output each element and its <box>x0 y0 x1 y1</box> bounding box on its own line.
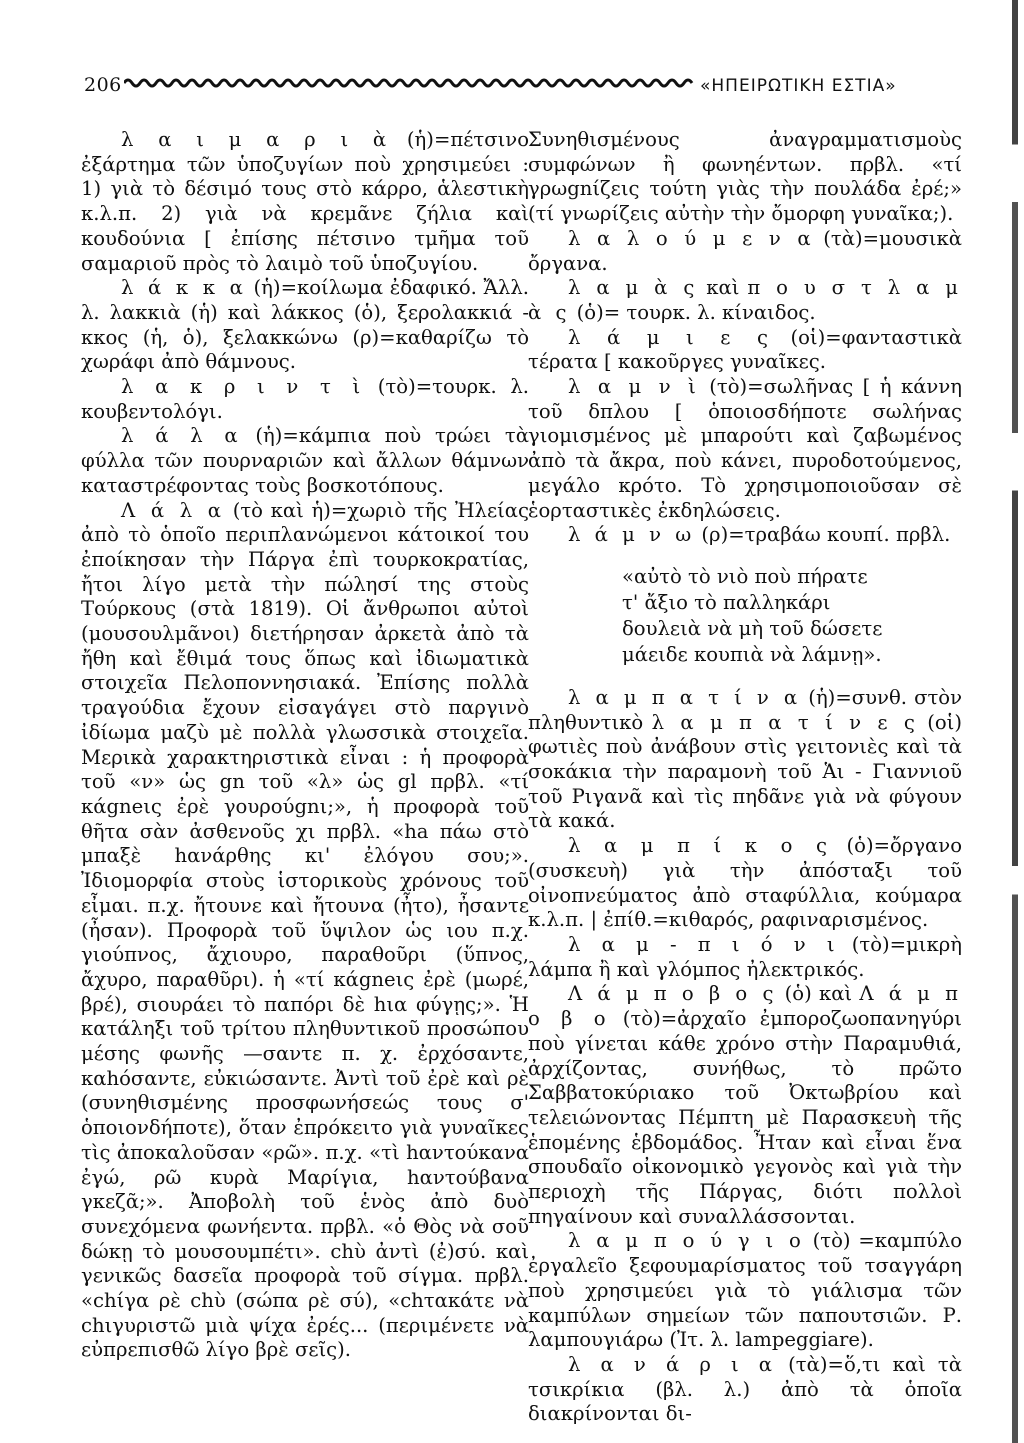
entry-headword: Λ ά λ α <box>121 498 226 522</box>
entry-definition: (οἱ) φωτιὲς ποὺ ἀνάβουν στὶς γειτονιὲς καὶ τὰ σοκάκια τὴν παραμονὴ τοῦ Ἁι - Γιαννιοῦ τοῦ Ριγανᾶ καὶ τὶς πηδᾶνε γιὰ νὰ φύγουν τὰ κακά. <box>528 710 963 833</box>
page-edge-binding <box>1012 0 1018 1443</box>
entry-definition: (ὁ)=ὄργανο (συσκευὴ) γιὰ τὴν ἀπόσταξι τοῦ οἰνοπνεύματος ἀπὸ σταφύλλια, κούμαρα κ.λ.π. | ἐπίθ.=κιθαρός, ραφιναρισμένος. <box>528 834 962 932</box>
dictionary-entry <box>528 982 962 1229</box>
entry-definition: (ὁ) καὶ <box>777 982 860 1006</box>
entry-headword: λ α ν ά ρ ι α <box>568 1352 777 1376</box>
dictionary-entry <box>528 1353 962 1427</box>
dictionary-entry <box>528 128 962 227</box>
entry-headword: λ α μ π ο ύ γ ι ο <box>568 1229 805 1253</box>
dictionary-entry <box>528 834 962 933</box>
entry-definition: (τὸ)=ἀρχαῖο ἐμποροζωοπανηγύρι ποὺ γίνεται κάθε χρόνο στὴν Παραμυθιά, ἀρχίζοντας, συνήθως, τὸ πρῶτο Σαββατοκύριακο τοῦ Ὀκτωβρίου καὶ τελειώνοντας Πέμπτη μὲ Παρασκευὴ τῆς ἑπομένης ἑβδομάδος. Ἦταν καὶ εἶναι ἕνα σπουδαῖο οἰκονομικὸ γεγονὸς καὶ γιὰ τὴν περιοχὴ τῆς Πάργας, διότι πολλοὶ πηγαίνουν καὶ συναλλάσσονται. <box>528 1007 962 1228</box>
entry-headword: λ α κ ρ ι ν τ ὶ <box>121 375 365 399</box>
dictionary-entry <box>81 375 529 424</box>
dictionary-entry <box>528 523 962 548</box>
verse-line: τ' ἄξιο τὸ παλληκάρι <box>622 590 831 614</box>
entry-headword: λ ά μ ν ω <box>568 523 696 547</box>
entry-definition: (ὁ)= τουρκ. λ. κίναιδος. <box>570 300 816 324</box>
verse-line: μάειδε κουπιὰ νὰ λάμνῃ». <box>622 642 882 666</box>
dictionary-entry <box>528 933 962 982</box>
entry-headword: λ α μ - π ι ό ν ι <box>568 932 839 956</box>
dictionary-entry <box>81 128 529 276</box>
dictionary-entry <box>528 276 962 325</box>
entry-headword: λ α μ ν ὶ <box>568 375 700 399</box>
dictionary-entry <box>81 276 529 375</box>
dictionary-entry <box>81 424 529 498</box>
dictionary-entry <box>81 499 529 1364</box>
entry-definition: καὶ <box>698 276 748 300</box>
verse-quote <box>622 564 962 668</box>
dictionary-entry <box>528 326 962 375</box>
entry-headword: Λ ά μ π ο β ο <box>528 982 962 1031</box>
entry-headword: λ α μ π ί κ ο ς <box>568 834 831 858</box>
entry-definition: Συνηθισμένους ἀναγραμματισμοὺς συμφώνων ἢ φωνηέντων. πρβλ. «τί γρωgnίζεις τούτη γιὰς τὴν πουλάδα ἐρέ;» (τί γνωρίζεις αὐτὴν τὴν ὄμορφη γυναῖκα;). <box>528 128 962 226</box>
dictionary-entry <box>528 686 962 834</box>
entry-definition: (ρ)=τραβάω κουπί. πρβλ. <box>695 523 951 547</box>
entry-headword: λ α μ ὰ ς <box>568 276 699 300</box>
entry-headword: λ ά λ α <box>121 424 242 448</box>
entry-definition: (ἡ)=πέτσινο ἐξάρτημα τῶν ὑποζυγίων ποὺ χρησιμεύει : 1) γιὰ τὸ δέσιμό τους στὸ κάρρο, ἁλεστικὴ κ.λ.π. 2) γιὰ νὰ κρεμᾶνε ζήλια καὶ κουδούνια [ ἐπίσης πέτσινο τμῆμα τοῦ σαμαριοῦ πρὸς τὸ λαιμὸ τοῦ ὑποζυγίου. <box>81 128 529 275</box>
entry-definition: (ἡ)=κοίλωμα ἐδαφικό. Ἄλλ. λ. λακκιὰ (ἡ) καὶ λάκκος (ὁ), ξερολακκιά - κκος (ἡ, ὁ), ξελακκώνω (ρ)=καθαρίζω τὸ χωράφι ἀπὸ θάμνους. <box>81 276 529 374</box>
entry-definition: (τὸ)=τουρκ. λ. κουβεντολόγι. <box>81 375 529 423</box>
dictionary-entry <box>528 227 962 276</box>
entry-headword: λ α μ π α τ ί ν ε ς <box>651 710 919 734</box>
entry-headword: π ο υ σ τ λ α μ ὰ ς <box>528 276 962 324</box>
right-column <box>528 128 962 1427</box>
header-wavy-rule <box>124 76 696 90</box>
entry-definition: (τὸ) =καμπύλο ἐργαλεῖο ξεφουμαρίσματος τοῦ τσαγγάρη ποὺ χρησιμεύει γιὰ τὸ γιάλισμα τῶν καμπύλων σημείων τῶν παπουτσιῶν. Ρ. λαμπουγιάρω (Ἰτ. λ. lampeggiare). <box>528 1229 962 1352</box>
verse-line: «αὐτὸ τὸ νιὸ ποὺ πήρατε <box>622 564 868 588</box>
entry-definition: (ἡ)=συνθ. στὸν πληθυντικὸ <box>528 685 963 734</box>
dictionary-entry <box>528 375 962 523</box>
entry-headword: λ ά μ ι ε ς <box>568 325 772 349</box>
entry-definition: (τὸ)=μικρὴ λάμπα ἢ καὶ γλόμπος ἠλεκτρικός. <box>528 932 962 981</box>
entry-headword: λ ά κ κ α <box>121 276 247 300</box>
entry-definition: (τὰ)=μουσικὰ ὄργανα. <box>528 226 962 275</box>
left-column <box>81 128 529 1363</box>
entry-definition: (ἡ)=κάμπια ποὺ τρώει τὰ φύλλα τῶν πουρναριῶν καὶ ἄλλων θάμνων καταστρέφοντας τοὺς βοσκοτόπους. <box>81 424 529 497</box>
entry-headword: λ α ι μ α ρ ι ὰ <box>121 128 391 151</box>
dictionary-entry <box>528 1229 962 1353</box>
page-number: 206 <box>84 74 122 96</box>
verse-line: δουλειὰ νὰ μὴ τοῦ δώσετε <box>622 616 883 640</box>
entry-headword: λ α μ π α τ ί ν α <box>568 685 802 709</box>
running-head: «ΗΠΕΙΡΩΤΙΚΗ ΕΣΤΙΑ» <box>700 76 897 96</box>
entry-definition: (τὸ καὶ ἡ)=χωριὸ τῆς Ἠλείας ἀπὸ τὸ ὁποῖο περιπλανώμενοι κάτοικοί του ἐποίκησαν τὴν Πάργα ἐπὶ τουρκοκρατίας, ἤτοι λίγο μετὰ τὴν πώλησί της στοὺς Τούρκους (στὰ 1819). Οἱ ἄνθρωποι αὐτοὶ (μουσουλμᾶνοι) διετήρησαν ἀρκετὰ ἀπὸ τὰ ἤθη καὶ ἔθιμά τους ὅπως καὶ ἰδιωματικὰ στοιχεῖα Πελοποννησιακά. Ἐπίσης πολλὰ τραγούδια ἔχουν εἰσαγάγει στὸ παργινὸ ἰδίωμα μαζὺ μὲ πολλὰ γλωσσικὰ στοιχεῖα. Μερικὰ χαρακτηριστικὰ εἶναι : ἡ προφορὰ τοῦ «ν» ὡς gn τοῦ «λ» ὡς gl πρβλ. «τί κάgneις ἐρὲ γουρούgnι;», ἡ προφορὰ τοῦ θῆτα σὰν ἀσθενοῦς χι πρβλ. «ha πάω στὸ μπαξὲ hανάρθης κι' ἐλόγου σου;». Ἰδιομορφία στοὺς ἱστορικοὺς χρόνους τοῦ εἶμαι. π.χ. ἤτουνε καὶ ἤτουνα (ἦτο), ἦσαντε (ἦσαν). Προφορὰ τοῦ ὕψιλον ὡς ιου π.χ. γιούπνος, ἄχιουρο, παραθοῦρι (ὕπνος, ἄχυρο, παραθῦρι). ἡ «τί κάgneις ἐρὲ (μωρέ, βρέ), σιουράει τὸ παπόρι δὲ hια φύγῃς;». Ἡ κατάληξι τοῦ τρίτου πληθυντικοῦ προσώπου μέσης φωνῆς —σαντε π. χ. ἐρχόσαντε, καhόσαντε, εὐκιώσαντε. Ἀντὶ τοῦ ἐρὲ καὶ ρὲ (συνηθισμένης προσφωνήσεώς τους σ' ὁποιονδήποτε), ὅταν ἐπρόκειτο γιὰ γυναῖκες τὶς ἀποκαλοῦσαν «ρῶ». π.χ. «τὶ hαντούκανα ἐγώ, ρῶ κυρὰ Μαρίγια, hαντούβανα γκεζᾶ;». Ἀποβολὴ τοῦ ἑνὸς ἀπὸ δυὸ συνεχόμενα φωνήεντα. πρβλ. «ὁ Θὸς νὰ σοῦ δώκῃ τὸ μουσουμπέτι». chὺ ἀντὶ (ἐ)σύ. καὶ γενικῶς δασεῖα προφορὰ τοῦ σίγμα. πρβλ. «chίγα ρὲ chὺ (σώπα ρὲ σύ), «chτακάτε νὰ chιγυριστῶ μιὰ ψίχα ἐρές... (περιμένετε νὰ εὐπρεπισθῶ λίγο βρὲ σεῖς). <box>81 498 530 1362</box>
entry-headword: λ α λ ο ύ μ ε ν α <box>568 226 815 250</box>
entry-headword: Λ ά μ π ο β ο ς <box>568 982 778 1006</box>
entry-definition: (οἱ)=φανταστικὰ τέρατα [ κακοῦργες γυναῖκες. <box>528 325 962 374</box>
entry-definition: (τὸ)=σωλῆνας [ ἡ κάννη τοῦ δπλου [ ὁποιοσδήποτε σωλήνας γιομισμένος μὲ μπαρούτι καὶ ζαβωμένος ἀπὸ τὰ ἄκρα, ποὺ κάνει, πυροδοτούμενος, μεγάλο κρότο. Τὸ χρησιμοποιοῦσαν σὲ ἑορταστικὲς ἐκδηλώσεις. <box>528 375 962 522</box>
entry-definition: (τὰ)=ὅ,τι καὶ τὰ τσικρίκια (βλ. λ.) ἀπὸ τὰ ὁποῖα διακρίνονται δι- <box>528 1352 962 1426</box>
